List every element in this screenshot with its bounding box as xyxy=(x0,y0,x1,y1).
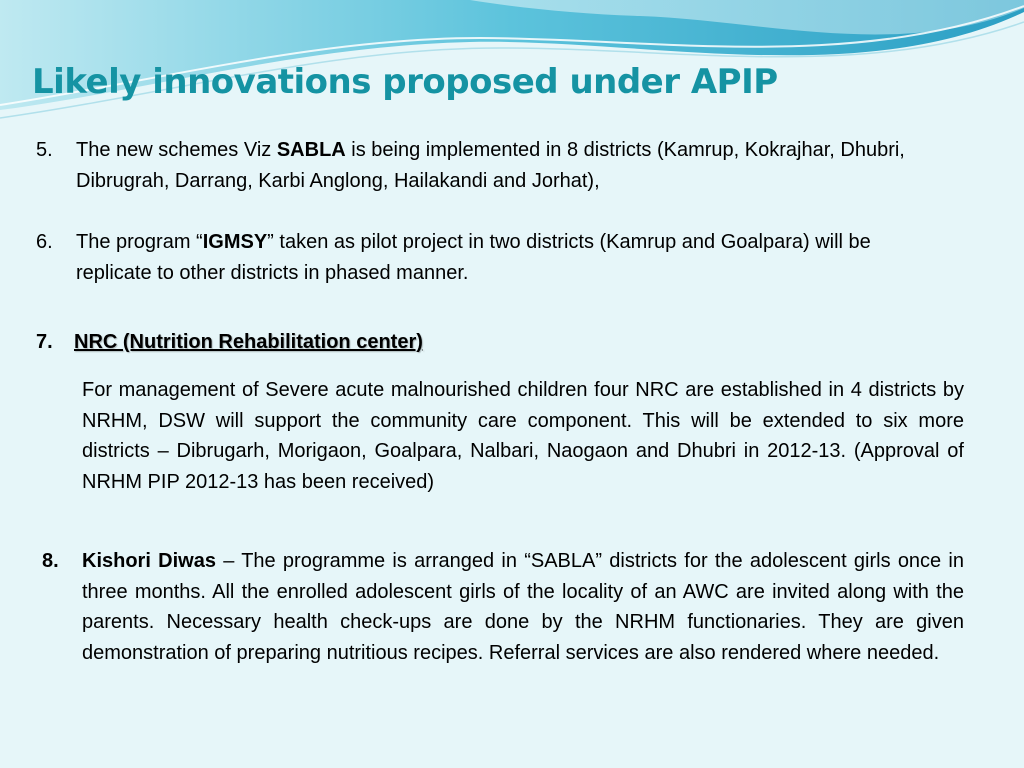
scheme-name: SABLA xyxy=(276,139,346,161)
list-item xyxy=(36,135,976,199)
item-number: 5. xyxy=(36,139,53,161)
event-name: Kishori Diwas xyxy=(82,550,216,572)
list-item xyxy=(36,227,976,291)
slide-title: Likely innovations proposed under APIP xyxy=(32,62,778,102)
program-name: IGMSY xyxy=(202,231,268,253)
item-text: The program “IGMSY” taken as pilot project in two districts (Kamrup and Goalpara) will be replicate to other districts in phased manner. xyxy=(76,231,871,284)
item-number: 7. xyxy=(36,331,53,353)
item-text: The new schemes Viz SABLA is being implemented in 8 districts (Kamrup, Kokrajhar, Dhubri, Dibrugrah, Darrang, Karbi Anglong, Hailakandi and Jorhat), xyxy=(76,139,905,192)
section-heading: NRC (Nutrition Rehabilitation center) xyxy=(74,331,423,353)
item-number: 6. xyxy=(36,231,53,253)
list-item xyxy=(36,327,976,359)
section-body: For management of Severe acute malnourished children four NRC are established in 4 districts by NRHM, DSW will support the community care component. This will be extended to six more districts – Dibrugarh, Morigaon, Goalpara, Nalbari, Naogaon and Dhubri in 2012-13. (Approval of NRHM PIP 2012-13 has been received) xyxy=(82,379,964,493)
item-number: 8. xyxy=(42,550,59,572)
list-item xyxy=(42,546,966,736)
item-text: Kishori Diwas – The programme is arranged in “SABLA” districts for the adolescent girls once in three months. All the enrolled adolescent girls of the locality of an AWC are invited along with the parents. Necessary health check-ups are done by the NRHM functionaries. They are given demonstration of preparing nutritious recipes. Referral services are also rendered where needed. xyxy=(82,550,964,664)
